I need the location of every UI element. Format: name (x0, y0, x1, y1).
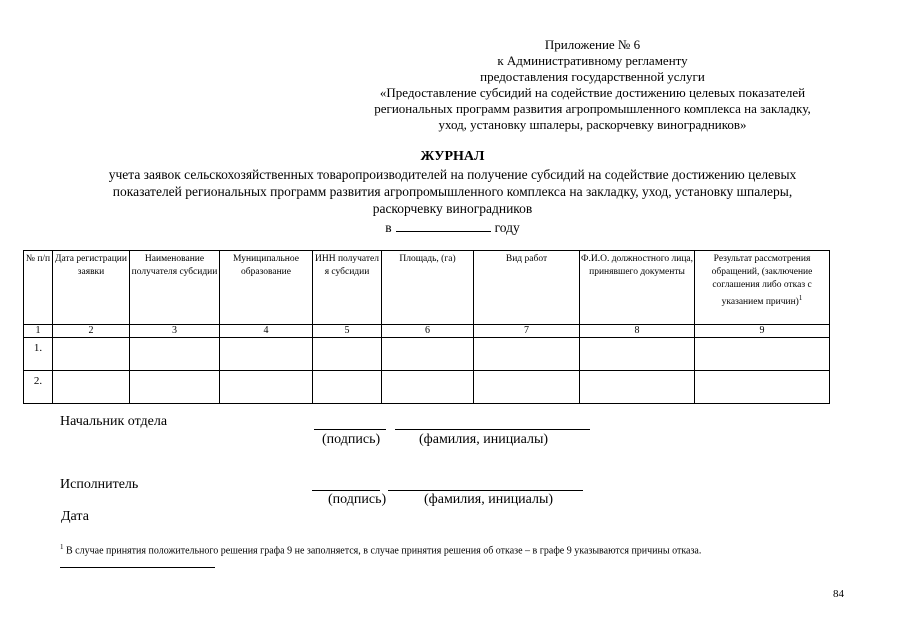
journal-subtitle-line: учета заявок сельскохозяйственных товаропроизводителей на получение субсидий на содействие достижению целевых (108, 167, 797, 182)
appendix-line: Приложение № 6 (544, 37, 641, 52)
journal-title: ЖУРНАЛ (420, 149, 485, 164)
column-number: 5 (313, 325, 382, 338)
empty-cell (580, 338, 695, 371)
column-number: 1 (24, 325, 53, 338)
empty-cell (220, 371, 313, 404)
empty-cell (474, 371, 580, 404)
empty-cell (382, 371, 474, 404)
empty-cell (220, 338, 313, 371)
header-cell: Результат рассмотрения обращений, (заключение соглашения либо отказ с указанием причин) (711, 254, 813, 308)
executor-signature-line (312, 490, 380, 491)
empty-cell (580, 371, 695, 404)
executor-signature-caption: (подпись) (328, 492, 387, 507)
head-name-caption: (фамилия, инициалы) (419, 432, 549, 447)
column-number: 3 (130, 325, 220, 338)
executor-name-caption: (фамилия, инициалы) (424, 492, 554, 507)
journal-subtitle-line: раскорчевку виноградников (372, 201, 533, 216)
page-number: 84 (833, 588, 844, 600)
empty-cell (53, 371, 130, 404)
footnote-ref: 1 (798, 294, 803, 302)
row-number: 1. (24, 338, 53, 371)
column-number: 7 (474, 325, 580, 338)
appendix-block (320, 37, 865, 133)
header-cell: ИНН получател я субсидии (313, 251, 382, 325)
row-number: 2. (24, 371, 53, 404)
header-cell: Наименование получателя субсидии (130, 251, 220, 325)
header-cell: Вид работ (474, 251, 580, 325)
appendix-line: «Предоставление субсидий на содействие достижению целевых показателей (379, 85, 806, 100)
appendix-line: к Административному регламенту (497, 53, 688, 68)
header-cell: Площадь, (га) (382, 251, 474, 325)
appendix-line: региональных программ развития агропромышленного комплекса на закладку, (374, 101, 811, 116)
year-suffix: году (494, 220, 520, 235)
empty-cell (313, 338, 382, 371)
header-cell: Муниципальное образование (220, 251, 313, 325)
executor-label: Исполнитель (60, 477, 139, 492)
footnote (60, 543, 701, 556)
head-name-line (395, 429, 590, 430)
year-blank (396, 220, 491, 232)
table-row (24, 338, 830, 371)
empty-cell (53, 338, 130, 371)
footnote-rule (60, 567, 215, 568)
footnote-mark: 1 (60, 543, 64, 551)
year-prefix: в (385, 220, 392, 235)
year-line (0, 220, 905, 236)
empty-cell (695, 371, 830, 404)
head-signature-line (314, 429, 386, 430)
empty-cell (695, 338, 830, 371)
header-cell-result (695, 251, 830, 325)
empty-cell (382, 338, 474, 371)
header-cell: № п/п (24, 251, 53, 325)
journal-subtitle-line: показателей региональных программ развития агропромышленного комплекса на закладку, уход, установку шпалеры, (112, 184, 793, 199)
empty-cell (130, 371, 220, 404)
appendix-line: уход, установку шпалеры, раскорчевку виноградников» (438, 117, 747, 132)
executor-name-line (388, 490, 583, 491)
header-cell: Дата регистрации заявки (53, 251, 130, 325)
column-number: 4 (220, 325, 313, 338)
footnote-text: В случае принятия положительного решения графа 9 не заполняется, в случае принятия решения об отказе – в графе 9 указываются причины отказа. (66, 545, 702, 557)
empty-cell (130, 338, 220, 371)
header-cell: Ф.И.О. должностного лица, принявшего документы (580, 251, 695, 325)
column-number: 6 (382, 325, 474, 338)
column-number: 8 (580, 325, 695, 338)
empty-cell (474, 338, 580, 371)
column-number: 2 (53, 325, 130, 338)
column-number-row (24, 325, 830, 338)
head-signature-caption: (подпись) (322, 432, 381, 447)
head-label: Начальник отдела (60, 414, 168, 429)
appendix-line: предоставления государственной услуги (480, 69, 705, 84)
column-number: 9 (695, 325, 830, 338)
empty-cell (313, 371, 382, 404)
register-table (23, 250, 830, 404)
date-label: Дата (61, 509, 89, 524)
journal-subtitle (30, 166, 875, 217)
header-row (24, 251, 830, 325)
table-row (24, 371, 830, 404)
